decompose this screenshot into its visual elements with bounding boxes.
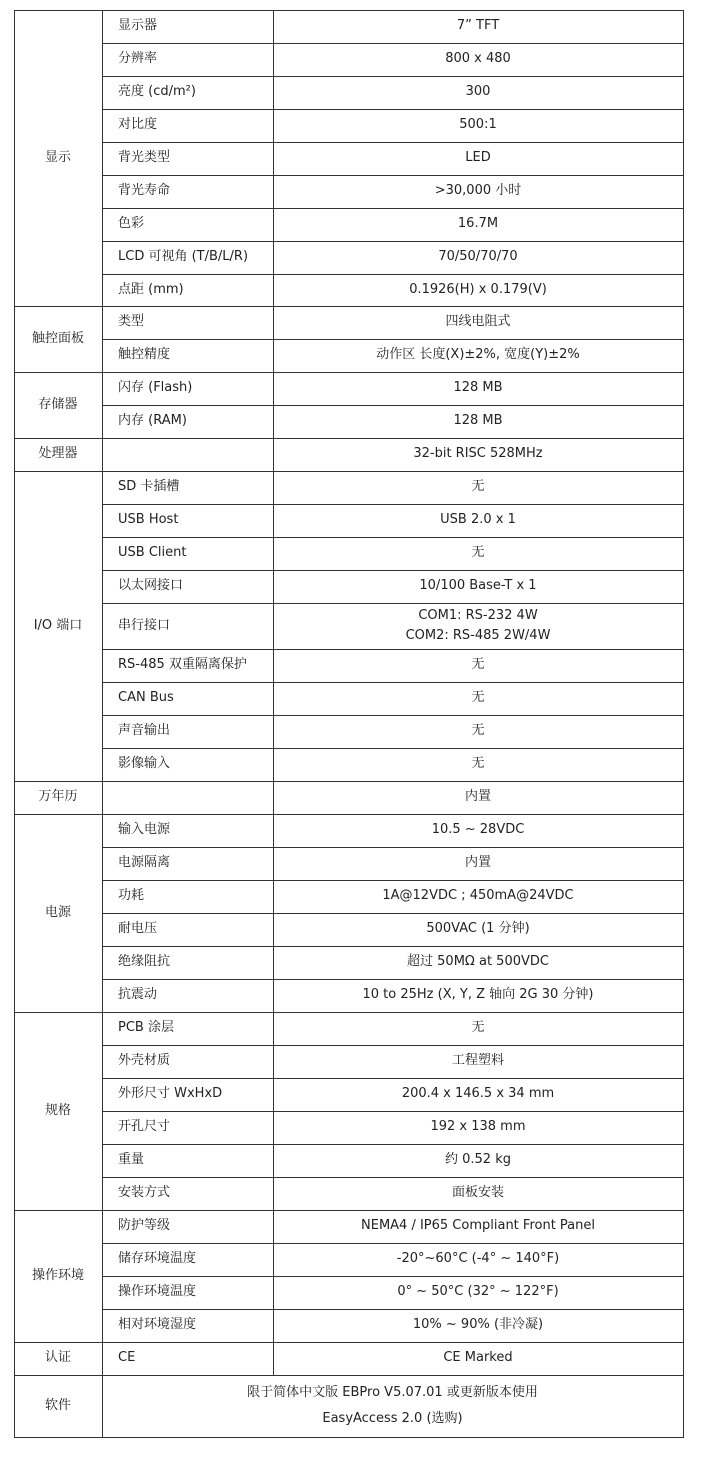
spec-value bbox=[273, 979, 683, 1012]
spec-item-label bbox=[102, 438, 273, 471]
spec-item-label: 抗震动 bbox=[118, 987, 158, 1003]
spec-item-label: 功耗 bbox=[118, 888, 145, 904]
spec-value-line: 10% ~ 90% (非冷凝) bbox=[412, 1317, 544, 1333]
spec-value bbox=[273, 682, 683, 715]
spec-value-line: 10/100 Base-T x 1 bbox=[419, 578, 537, 594]
spec-item-label: 影像输入 bbox=[118, 756, 171, 772]
spec-value-line: 0° ~ 50°C (32° ~ 122°F) bbox=[397, 1284, 559, 1300]
spec-item-label: 外壳材质 bbox=[118, 1053, 171, 1069]
spec-value-line: 7” TFT bbox=[456, 18, 500, 34]
spec-value bbox=[273, 1309, 683, 1342]
spec-item-label: PCB 涂层 bbox=[118, 1020, 174, 1036]
spec-value-line: 无 bbox=[471, 479, 485, 495]
category-cell: 规格 bbox=[44, 1102, 71, 1118]
category-cell: 操作环境 bbox=[31, 1267, 84, 1283]
spec-value-line: 1A@12VDC ; 450mA@24VDC bbox=[382, 888, 574, 904]
spec-value bbox=[273, 1144, 683, 1177]
spec-value bbox=[273, 175, 683, 208]
spec-value bbox=[273, 76, 683, 109]
column-border bbox=[273, 1342, 274, 1375]
spec-value bbox=[273, 504, 683, 537]
spec-value bbox=[273, 748, 683, 781]
column-border bbox=[102, 1210, 103, 1342]
spec-item-label: 闪存 (Flash) bbox=[118, 380, 193, 396]
spec-value bbox=[273, 1210, 683, 1243]
spec-value bbox=[273, 241, 683, 274]
spec-value-line: 四线电阻式 bbox=[445, 314, 511, 330]
spec-value-line: NEMA4 / IP65 Compliant Front Panel bbox=[361, 1218, 595, 1234]
spec-value bbox=[273, 781, 683, 814]
spec-value-line: 内置 bbox=[464, 789, 491, 805]
spec-value-line: 工程塑料 bbox=[451, 1053, 504, 1069]
spec-value-line: COM1: RS-232 4W bbox=[418, 607, 538, 623]
spec-value-line: 限于简体中文版 EBPro V5.07.01 或更新版本使用 bbox=[247, 1384, 538, 1400]
spec-value-line: 300 bbox=[465, 84, 491, 100]
spec-value bbox=[273, 1177, 683, 1210]
spec-value bbox=[273, 109, 683, 142]
spec-value-line: 无 bbox=[471, 657, 485, 673]
spec-item-label: 以太网接口 bbox=[118, 578, 184, 594]
spec-value bbox=[273, 1243, 683, 1276]
spec-value-line: 800 x 480 bbox=[445, 51, 511, 67]
column-border bbox=[102, 306, 103, 372]
spec-value-line: 超过 50MΩ at 500VDC bbox=[407, 954, 549, 970]
spec-value-line: 128 MB bbox=[453, 413, 503, 429]
category-cell: 显示 bbox=[44, 149, 71, 165]
spec-value bbox=[273, 913, 683, 946]
column-border bbox=[102, 471, 103, 781]
spec-item-label: 类型 bbox=[118, 314, 145, 330]
column-border bbox=[102, 10, 103, 306]
spec-item-label: 点距 (mm) bbox=[118, 281, 184, 297]
spec-value bbox=[273, 847, 683, 880]
spec-value bbox=[273, 1111, 683, 1144]
spec-value-line: 面板安装 bbox=[451, 1185, 504, 1201]
spec-item-label: 安装方式 bbox=[118, 1185, 171, 1201]
category-cell: 触控面板 bbox=[31, 330, 84, 346]
spec-value-line: 192 x 138 mm bbox=[430, 1119, 526, 1135]
category-cell: 电源 bbox=[44, 904, 71, 920]
column-border bbox=[102, 438, 103, 471]
spec-value-line: CE Marked bbox=[443, 1350, 513, 1366]
spec-value bbox=[273, 306, 683, 339]
column-border bbox=[273, 814, 274, 1012]
spec-item-label: CAN Bus bbox=[118, 690, 174, 706]
spec-value-line: 无 bbox=[471, 690, 485, 706]
spec-item-label: 背光类型 bbox=[118, 150, 171, 166]
spec-value bbox=[273, 1012, 683, 1045]
spec-item-label: 电源隔离 bbox=[118, 855, 171, 871]
spec-value-line: 500:1 bbox=[459, 117, 497, 133]
spec-item-label: 触控精度 bbox=[118, 347, 171, 363]
spec-value-line: 约 0.52 kg bbox=[445, 1152, 511, 1168]
spec-item-label: SD 卡插槽 bbox=[118, 479, 180, 495]
column-border bbox=[102, 372, 103, 438]
spec-value bbox=[273, 471, 683, 504]
spec-value bbox=[273, 570, 683, 603]
spec-item-label: 相对环境湿度 bbox=[118, 1317, 197, 1333]
spec-value bbox=[273, 208, 683, 241]
column-border bbox=[273, 10, 274, 306]
spec-item-label: LCD 可视角 (T/B/L/R) bbox=[118, 249, 249, 265]
spec-item-label: 操作环境温度 bbox=[118, 1284, 197, 1300]
spec-value-line: 32-bit RISC 528MHz bbox=[413, 446, 543, 462]
spec-item-label: 外形尺寸 WxHxD bbox=[118, 1086, 223, 1102]
spec-value-line: 200.4 x 146.5 x 34 mm bbox=[401, 1086, 555, 1102]
spec-value-line: 0.1926(H) x 0.179(V) bbox=[409, 281, 547, 297]
spec-item-label: 亮度 (cd/m²) bbox=[118, 84, 196, 100]
spec-value bbox=[273, 1078, 683, 1111]
spec-item-label: 串行接口 bbox=[118, 617, 171, 633]
spec-value-line: 500VAC (1 分钟) bbox=[426, 921, 530, 937]
spec-value-line: 10.5 ~ 28VDC bbox=[431, 822, 525, 838]
column-border bbox=[102, 814, 103, 1012]
spec-value bbox=[273, 880, 683, 913]
column-border bbox=[273, 372, 274, 438]
spec-value-line: 10 to 25Hz (X, Y, Z 轴向 2G 30 分钟) bbox=[362, 987, 594, 1003]
spec-item-label: USB Client bbox=[118, 545, 187, 561]
spec-value-line: 128 MB bbox=[453, 380, 503, 396]
column-border bbox=[683, 10, 684, 1438]
spec-item-label: 输入电源 bbox=[118, 822, 171, 838]
spec-item-label: 开孔尺寸 bbox=[118, 1119, 171, 1135]
spec-value bbox=[273, 1276, 683, 1309]
column-border bbox=[102, 1012, 103, 1210]
category-cell: I/O 端口 bbox=[33, 617, 83, 633]
category-cell: 万年历 bbox=[38, 789, 78, 805]
spec-value-line: 无 bbox=[471, 723, 485, 739]
column-border bbox=[14, 10, 15, 1437]
spec-value bbox=[273, 10, 683, 43]
spec-item-label: 声音输出 bbox=[118, 723, 171, 739]
spec-item-label: 色彩 bbox=[118, 216, 145, 232]
spec-value bbox=[273, 372, 683, 405]
spec-item-label: USB Host bbox=[118, 512, 179, 528]
column-border bbox=[102, 1342, 103, 1375]
spec-value bbox=[273, 1045, 683, 1078]
spec-item-label: 绝缘阻抗 bbox=[118, 954, 171, 970]
spec-value bbox=[273, 537, 683, 570]
spec-value bbox=[273, 946, 683, 979]
spec-item-label: 耐电压 bbox=[118, 921, 158, 937]
spec-value-line: 无 bbox=[471, 756, 485, 772]
spec-value bbox=[273, 1342, 683, 1375]
category-cell: 存储器 bbox=[38, 396, 78, 412]
spec-value bbox=[273, 649, 683, 682]
spec-item-label: 重量 bbox=[118, 1152, 145, 1168]
spec-value-line: EasyAccess 2.0 (选购) bbox=[322, 1410, 463, 1426]
spec-value-line: 16.7M bbox=[457, 216, 499, 232]
spec-value-line: 动作区 长度(X)±2%, 宽度(Y)±2% bbox=[376, 347, 580, 363]
spec-value bbox=[102, 1375, 683, 1437]
column-border bbox=[102, 1375, 103, 1437]
spec-value-line: 无 bbox=[471, 545, 485, 561]
column-border bbox=[102, 781, 103, 814]
spec-value-line: COM2: RS-485 2W/4W bbox=[405, 628, 551, 644]
column-border bbox=[273, 1210, 274, 1342]
spec-item-label bbox=[102, 781, 273, 814]
spec-item-label: 显示器 bbox=[118, 18, 158, 34]
category-cell: 处理器 bbox=[38, 446, 78, 462]
spec-value-line: LED bbox=[465, 150, 491, 166]
spec-value-line: >30,000 小时 bbox=[434, 183, 522, 199]
spec-value-line: -20°~60°C (-4° ~ 140°F) bbox=[396, 1251, 560, 1267]
column-border bbox=[273, 471, 274, 781]
spec-item-label: RS-485 双重隔离保护 bbox=[118, 657, 247, 673]
spec-item-label: CE bbox=[118, 1350, 136, 1366]
column-border bbox=[273, 438, 274, 471]
spec-item-label: 分辨率 bbox=[118, 51, 158, 67]
spec-value-line: USB 2.0 x 1 bbox=[440, 512, 516, 528]
spec-item-label: 防护等级 bbox=[118, 1218, 171, 1234]
spec-value bbox=[273, 715, 683, 748]
category-cell: 认证 bbox=[44, 1350, 71, 1366]
column-border bbox=[273, 1012, 274, 1210]
spec-value-line: 70/50/70/70 bbox=[438, 249, 518, 265]
category-cell: 软件 bbox=[44, 1397, 71, 1413]
spec-item-label: 对比度 bbox=[118, 117, 158, 133]
spec-value bbox=[273, 438, 683, 471]
spec-value bbox=[273, 814, 683, 847]
spec-item-label: 内存 (RAM) bbox=[118, 413, 187, 429]
spec-value-line: 内置 bbox=[464, 855, 491, 871]
spec-value bbox=[273, 43, 683, 76]
spec-value bbox=[273, 603, 683, 649]
spec-item-label: 背光寿命 bbox=[118, 183, 171, 199]
column-border bbox=[273, 781, 274, 814]
spec-value bbox=[273, 339, 683, 372]
column-border bbox=[273, 306, 274, 372]
row-border bbox=[14, 1437, 683, 1438]
spec-value bbox=[273, 405, 683, 438]
spec-item-label: 储存环境温度 bbox=[118, 1251, 197, 1267]
spec-value bbox=[273, 274, 683, 306]
spec-value-line: 无 bbox=[471, 1020, 485, 1036]
spec-value bbox=[273, 142, 683, 175]
